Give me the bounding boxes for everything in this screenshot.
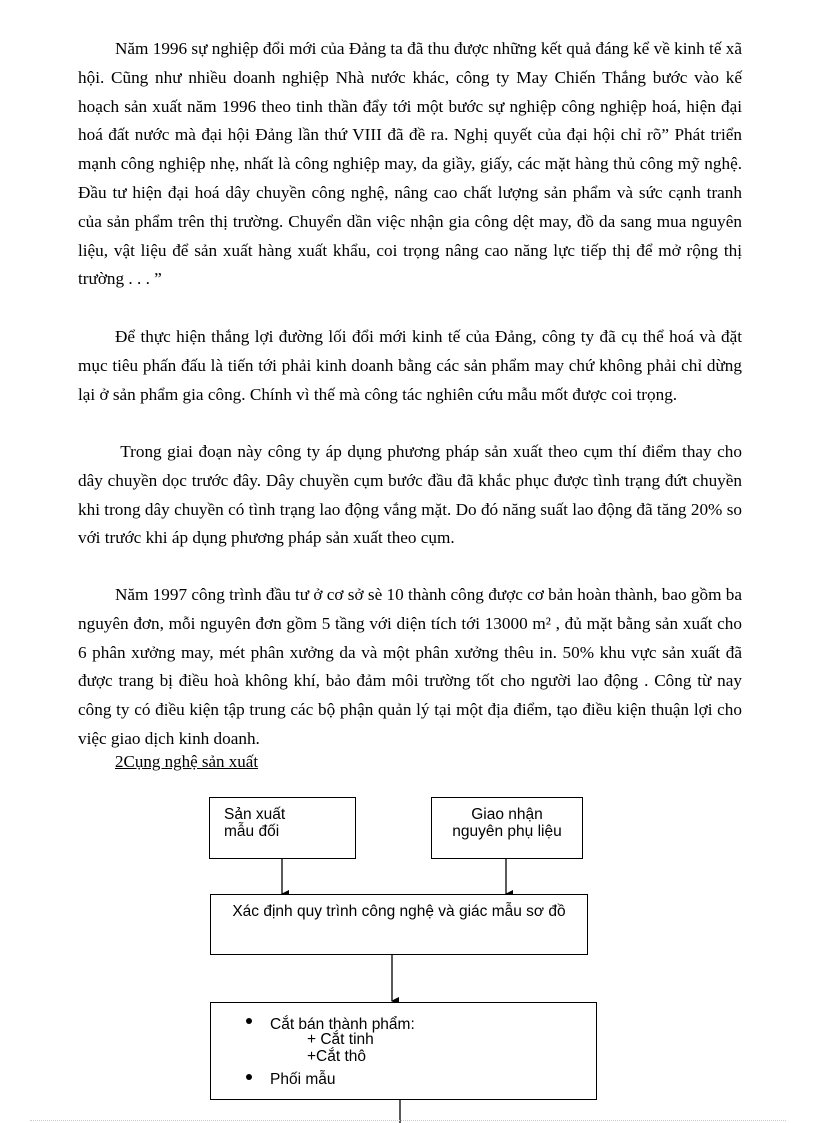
page-bottom-rule bbox=[30, 1120, 786, 1121]
box-cutting bbox=[210, 1002, 597, 1100]
box-determine-process-text: Xác định quy trình công nghệ và giác mẫu sơ đồ bbox=[232, 903, 566, 920]
bullet-icon bbox=[246, 1074, 252, 1080]
box-sample-production bbox=[209, 797, 356, 859]
paragraph-4: Năm 1997 công trình đầu tư ở cơ sở sè 10 thành công được cơ bản hoàn thành, bao gồm ba nguyên đơn, mỗi nguyên đơn gồm 5 tầng với diện tích tới 13000 m² , đủ mặt bằng sản xuất cho 6 phân xưởng may, mét phân xưởng da và một phân xưởng thêu in. 50% khu vực sản xuất đã được trang bị điều hoà không khí, bảo đảm môi trường tốt cho người lao động . Công từ nay công ty có điều kiện tập trung các bộ phận quản lý tại một địa điểm, tạo điều kiện thuận lợi cho việc giao dịch kinh doanh. bbox=[78, 585, 742, 748]
cut-item-semi-finished: Cắt bán thành phẩm: bbox=[270, 1016, 415, 1033]
paragraph-2: Để thực hiện thắng lợi đường lối đổi mới kinh tế của Đảng, công ty đã cụ thể hoá và đặt mục tiêu phấn đấu là tiến tới phải kinh doanh bằng các sản phẩm may chứ không phải chỉ dừng lại ở sản phẩm gia công. Chính vì thế mà công tác nghiên cứu mẫu mốt được coi trọng. bbox=[78, 327, 742, 404]
cut-sub-fine: + Cắt tinh bbox=[307, 1031, 374, 1048]
bullet-icon bbox=[246, 1018, 252, 1024]
box-sample-production-text: Sản xuất mẫu đối bbox=[224, 806, 286, 840]
paragraph-1: Năm 1996 sự nghiệp đổi mới của Đảng ta đã thu được những kết quả đáng kể về kinh tế xã hội. Cũng như nhiều doanh nghiệp Nhà nước khác, công ty May Chiến Thắng bước vào kế hoạch sản xuất năm 1996 theo tinh thần đẩy tới một bước sự nghiệp công nghiệp hoá, hiện đại hoá đất nước mà đại hội Đảng lần thứ VIII đã đề ra. Nghị quyết của đại hội chỉ rõ” Phát triển mạnh công nghiệp nhẹ, nhất là công nghiệp may, da giầy, giấy, các mặt hàng thủ công mỹ nghệ. Đầu tư hiện đại hoá dây chuyền công nghệ, nâng cao chất lượng sản phẩm và sức cạnh tranh của sản phẩm trên thị trường. Chuyển dần việc nhận gia công dệt may, đồ da sang mua nguyên liệu, vật liệu để sản xuất hàng xuất khẩu, coi trọng nâng cao năng lực tiếp thị để mở rộng thị trường . . . ” bbox=[78, 39, 742, 289]
cut-item-color-matching: Phối mẫu bbox=[270, 1071, 336, 1088]
box-receive-materials bbox=[431, 797, 583, 859]
box-determine-process bbox=[210, 894, 588, 955]
paragraph-3: Trong giai đoạn này công ty áp dụng phương pháp sản xuất theo cụm thí điểm thay cho dây chuyền dọc trước đây. Dây chuyền cụm bước đầu đã khắc phục được tình trạng đứt chuyền khi trong dây chuyền có tình trạng lao động vắng mặt. Do đó năng suất lao động đã tăng 20% so với trước khi áp dụng phương pháp sản xuất theo cụm. bbox=[78, 442, 742, 548]
section-heading: 2Cụng nghệ sản xuất bbox=[115, 752, 259, 771]
cut-sub-rough: +Cắt thô bbox=[307, 1048, 367, 1065]
box-receive-materials-text: Giao nhận nguyên phụ liệu bbox=[452, 806, 562, 840]
